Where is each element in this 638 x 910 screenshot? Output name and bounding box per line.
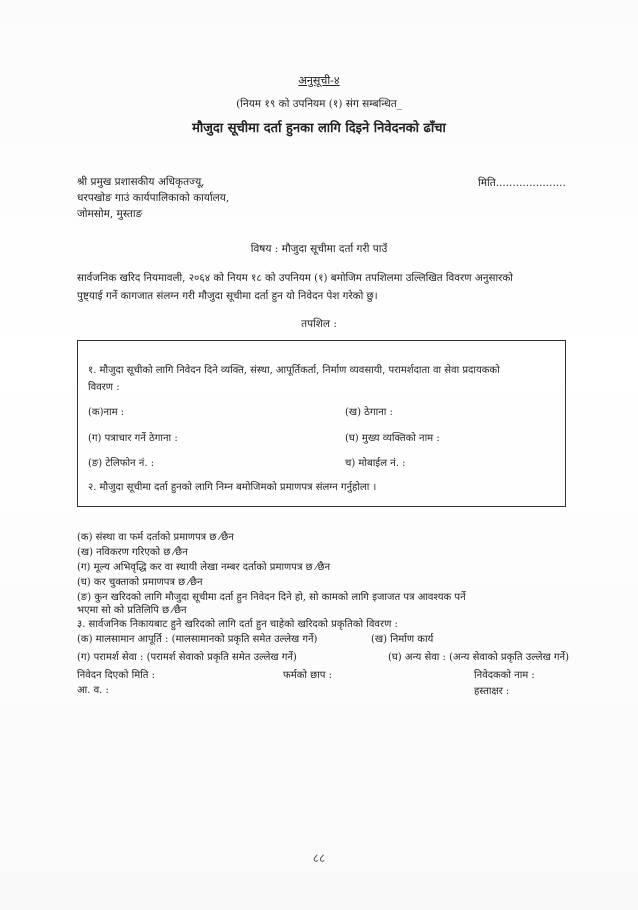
date-field: मिति..................... bbox=[478, 177, 566, 189]
consulting-label: (ग) परामर्श सेवा : (परामर्श सेवाको प्रकृति समेत उल्लेख गर्ने) bbox=[77, 652, 297, 663]
tapsil-label: तपशिल : bbox=[301, 318, 337, 330]
certificate-item: (ग) मूल्य अभिवृद्धि कर वा स्थायी लेखा नम्बर दर्ताको प्रमाणपत्र छ ⁄छैन bbox=[77, 562, 331, 573]
key-person-field-label: (घ) मुख्य व्यक्तिको नाम : bbox=[345, 433, 440, 444]
signature-label: हस्ताक्षर : bbox=[474, 686, 510, 697]
paragraph-line-1: सार्वजनिक खरिद नियमावली, २०६४ को नियम १८ को उपनियम (१) बमोजिम तपशिलमा उल्लिखित विवरण अनुसारको bbox=[77, 272, 513, 284]
address-line-1: श्री प्रमुख प्रशासकीय अधिकृतज्यू, bbox=[77, 176, 205, 188]
correspondence-field-label: (ग) पत्राचार गर्ने ठेगाना : bbox=[88, 433, 178, 444]
telephone-field-label: (ङ) टेलिफोन नं. : bbox=[88, 458, 155, 469]
address-line-2: धरपखोङ गाउं कार्यपालिकाको कार्यालय, bbox=[77, 192, 230, 204]
application-date-label: निवेदन दिएको मिति : bbox=[77, 670, 156, 681]
firm-seal-label: फर्मको छाप : bbox=[283, 670, 332, 681]
certificate-item: (ख) नविकरण गरिएको छ ⁄छैन bbox=[77, 547, 188, 558]
address-field-label: (ख) ठेगाना : bbox=[345, 407, 393, 418]
certificate-item: (ङ) कुन खरिदको लागि मौजुदा सूचीमा दर्ता हुन निवेदन दिने हो, सो कामको लागि इजाजत पत्र आवश्यक पर्ने bbox=[77, 592, 466, 603]
name-field-label: (क)नाम : bbox=[88, 407, 125, 418]
box-item-2: २. मौजुदा सूचीमा दर्ता हुनको लागि निम्न बमोजिमको प्रमाणपत्र संलग्न गर्नुहोला । bbox=[88, 482, 377, 493]
paragraph-line-2: पुष्ट्याई गर्ने कागजात संलग्न गरी मौजुदा सूचीमा दर्ता हुन यो निवेदन पेश गरेको छु। bbox=[77, 290, 378, 302]
certificate-item: भएमा सो को प्रतिलिपि छ ⁄छैन bbox=[77, 605, 187, 616]
mobile-field-label: च) मोबाईल नं. : bbox=[345, 458, 406, 469]
box-item-1-line-1: १. मौजुदा सूचीको लागि निवेदन दिने व्यक्ति, संस्था, आपूर्तिकर्ता, निर्माण व्यवसायी, परामर्शदाता वा सेवा प्रदायकको bbox=[88, 365, 500, 376]
applicant-name-label: निवेदकको नाम : bbox=[474, 670, 535, 681]
certificate-item: (क) संस्था वा फर्म दर्ताको प्रमाणपत्र छ ⁄छैन bbox=[77, 532, 234, 543]
fiscal-year-label: आ. व. : bbox=[77, 685, 109, 696]
construction-label: (ख) निर्माण कार्य bbox=[371, 634, 434, 645]
section-3-heading: ३. सार्वजनिक निकायबाट हुने खरिदको लागि दर्ता हुन चाहेको खरिदको प्रकृतिको विवरण : bbox=[77, 619, 398, 630]
certificate-item: (घ) कर चुक्ताको प्रमाणपत्र छ ⁄छैन bbox=[77, 577, 203, 588]
page-number: ८८ bbox=[312, 851, 326, 865]
subject-line: विषय : मौजुदा सूचीमा दर्ता गरी पाउँ bbox=[250, 243, 388, 255]
other-service-label: (घ) अन्य सेवा : (अन्य सेवाको प्रकृति उल्लेख गर्ने) bbox=[388, 652, 569, 663]
goods-supply-label: (क) मालसामान आपूर्ति : (मालसामानको प्रकृति समेत उल्लेख गर्ने) bbox=[77, 634, 318, 645]
rule-reference: (नियम १९ को उपनियम (१) संग सम्बन्धित_ bbox=[236, 98, 402, 110]
schedule-label: अनुसूची-४ bbox=[298, 74, 340, 87]
box-item-1-line-2: विवरण : bbox=[88, 382, 120, 393]
address-line-3: जोमसोम, मुस्ताङ bbox=[77, 208, 143, 220]
page-title: मौजुदा सूचीमा दर्ता हुनका लागि दिइने निवेदनको ढाँचा bbox=[192, 121, 446, 136]
